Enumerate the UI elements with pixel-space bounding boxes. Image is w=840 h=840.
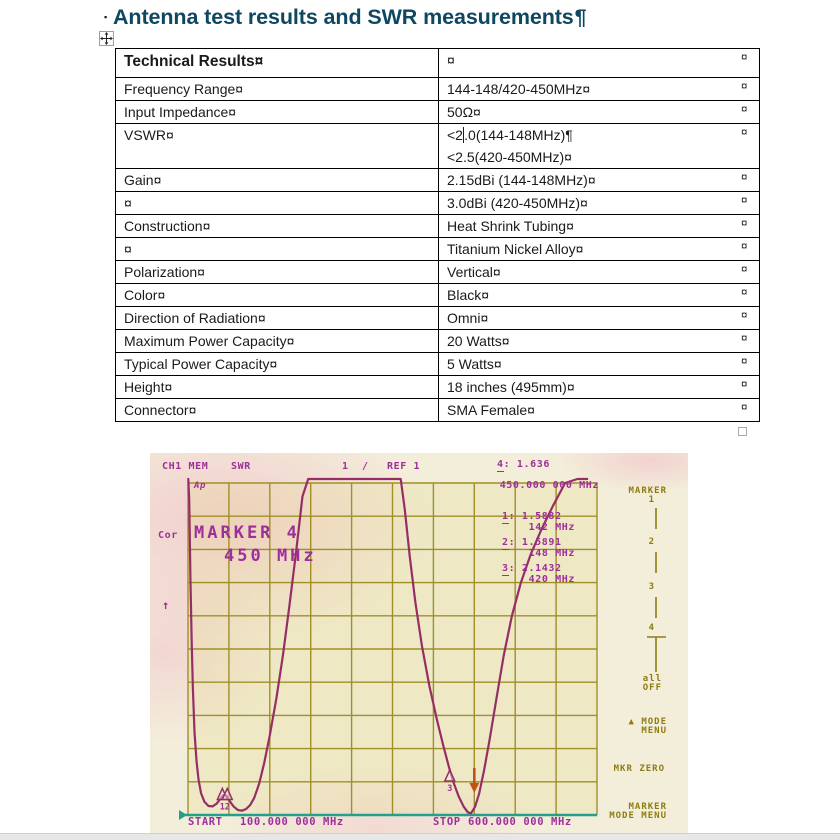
softkey-label: MODE MENU: [609, 811, 667, 821]
table-resize-handle[interactable]: [738, 427, 747, 436]
page-bottom-edge: [0, 833, 840, 840]
spec-label-cell[interactable]: Frequency Range¤: [116, 78, 439, 101]
softkey-label: MARKER: [628, 486, 667, 496]
softkey-label: 3: [648, 582, 655, 592]
svg-text:1: 1: [219, 802, 225, 813]
table-row: [116, 307, 760, 330]
underlined-marker-number: 4: [497, 459, 504, 470]
underlined-marker-number: 2: [502, 537, 509, 548]
spec-value-line: 20 Watts¤: [447, 333, 510, 349]
screen-annotation: SWR: [231, 461, 251, 472]
spec-value-cell[interactable]: [439, 49, 760, 78]
spec-value-cell[interactable]: [439, 215, 760, 238]
pilcrow-mark: ¶: [574, 5, 587, 29]
screen-annotation: Ap: [194, 481, 207, 491]
spec-value-line: <2.0(144-148MHz)¶: [447, 127, 573, 143]
text-cursor: [463, 127, 464, 143]
table-row: [116, 124, 760, 169]
spec-label-cell[interactable]: Direction of Radiation¤: [116, 307, 439, 330]
table-row: [116, 399, 760, 422]
spec-value-line: 144-148/420-450MHz¤: [447, 81, 591, 97]
screen-annotation: 1: 1.5882: [502, 511, 562, 522]
screen-annotation: 3: 2.1432: [502, 563, 562, 574]
table-row: [116, 353, 760, 376]
svg-text:2: 2: [224, 802, 230, 813]
end-of-row-mark: ¤: [741, 378, 748, 391]
spec-label-cell[interactable]: Polarization¤: [116, 261, 439, 284]
screen-annotation: 100.000 000 MHz: [240, 816, 344, 828]
softkey-label: all: [642, 674, 662, 684]
end-of-row-mark: ¤: [741, 103, 748, 116]
end-of-row-mark: ¤: [741, 355, 748, 368]
softkey-label: 4: [648, 623, 655, 633]
spec-value-cell[interactable]: [439, 192, 760, 215]
table-row: [116, 215, 760, 238]
spec-value-line: 18 inches (495mm)¤: [447, 379, 575, 395]
table-row: [116, 330, 760, 353]
spec-label-cell[interactable]: VSWR¤: [116, 124, 439, 169]
spec-label-cell[interactable]: Height¤: [116, 376, 439, 399]
spec-label-cell[interactable]: Technical Results¤: [116, 49, 439, 78]
screen-annotation: START: [188, 816, 223, 828]
spec-value-line: 50Ω¤: [447, 104, 481, 120]
page-title-text: Antenna test results and SWR measurements: [113, 5, 574, 29]
spec-value-cell[interactable]: [439, 124, 760, 169]
spec-label-cell[interactable]: Maximum Power Capacity¤: [116, 330, 439, 353]
spec-value-cell[interactable]: [439, 238, 760, 261]
spec-value-line: 3.0dBi (420-450MHz)¤: [447, 195, 588, 211]
spec-value-line: SMA Female¤: [447, 402, 535, 418]
spec-value-cell[interactable]: [439, 101, 760, 124]
screen-annotation: Cor: [158, 530, 178, 541]
screen-annotation: 450.000 000 MHz: [499, 480, 599, 491]
underlined-marker-number: 1: [502, 511, 509, 522]
softkey-label: MARKER: [628, 802, 667, 812]
screen-annotation: 420 MHz: [528, 574, 575, 585]
screen-annotation: 142 MHz: [528, 522, 575, 533]
screen-annotation: 1: [342, 461, 349, 472]
end-of-row-mark: ¤: [741, 171, 748, 184]
screen-annotation: 600.000 000 MHz: [468, 816, 572, 828]
screen-annotation: STOP: [433, 816, 461, 828]
table-row: [116, 261, 760, 284]
swr-chart: [150, 453, 688, 836]
screen-annotation: 4: 1.636: [497, 459, 550, 470]
outline-collapse-bullet[interactable]: ▪: [104, 12, 108, 22]
spec-label-cell[interactable]: Color¤: [116, 284, 439, 307]
softkey-label: MENU: [641, 726, 667, 736]
spec-value-line: Titanium Nickel Alloy¤: [447, 241, 584, 257]
softkey-label: OFF: [642, 683, 662, 693]
table-row: [116, 169, 760, 192]
screen-annotation: ↑: [162, 598, 170, 612]
end-of-row-mark: ¤: [741, 286, 748, 299]
table-header-row: [116, 49, 760, 78]
spec-value-cell[interactable]: [439, 169, 760, 192]
table-row: [116, 78, 760, 101]
end-of-row-mark: ¤: [741, 194, 748, 207]
spec-value-line: Omni¤: [447, 310, 489, 326]
spec-label-cell[interactable]: ¤: [116, 238, 439, 261]
spec-label-cell[interactable]: Construction¤: [116, 215, 439, 238]
swr-analyzer-photo[interactable]: [150, 453, 688, 836]
table-row: [116, 238, 760, 261]
end-of-row-mark: ¤: [741, 51, 748, 64]
spec-value-line: 5 Watts¤: [447, 356, 502, 372]
spec-label-cell[interactable]: ¤: [116, 192, 439, 215]
spec-label-cell[interactable]: Typical Power Capacity¤: [116, 353, 439, 376]
end-of-row-mark: ¤: [741, 309, 748, 322]
table-row: [116, 376, 760, 399]
table-move-handle[interactable]: [99, 31, 114, 46]
spec-value-line: 2.15dBi (144-148MHz)¤: [447, 172, 596, 188]
spec-value-cell[interactable]: [439, 353, 760, 376]
screen-annotation: 450 MHz: [224, 546, 317, 566]
screen-annotation: 2: 1.5891: [502, 537, 562, 548]
underlined-marker-number: 3: [502, 563, 509, 574]
spec-value-line: ¤: [447, 52, 455, 68]
screen-annotation: CH1 MEM: [162, 461, 209, 472]
end-of-row-mark: ¤: [741, 126, 748, 139]
spec-value-cell[interactable]: [439, 284, 760, 307]
spec-value-cell[interactable]: [439, 330, 760, 353]
end-of-row-mark: ¤: [741, 217, 748, 230]
spec-value-cell[interactable]: [439, 78, 760, 101]
screen-annotation: /: [362, 461, 369, 472]
spec-value-line: <2.5(420-450MHz)¤: [447, 149, 572, 165]
screen-annotation: MARKER 4: [194, 523, 300, 543]
spec-value-line: Heat Shrink Tubing¤: [447, 218, 574, 234]
move-arrows-icon: [100, 32, 113, 45]
svg-text:3: 3: [447, 784, 453, 795]
softkey-label: ▲ MODE: [628, 717, 667, 727]
spec-label-cell[interactable]: Connector¤: [116, 399, 439, 422]
end-of-row-mark: ¤: [741, 80, 748, 93]
end-of-row-mark: ¤: [741, 401, 748, 414]
screen-annotation: 148 MHz: [528, 548, 575, 559]
screen-annotation: REF 1: [387, 461, 421, 472]
end-of-row-mark: ¤: [741, 332, 748, 345]
technical-results-table[interactable]: [115, 48, 760, 422]
spec-value-cell[interactable]: [439, 307, 760, 330]
table-row: [116, 284, 760, 307]
spec-value-cell[interactable]: [439, 399, 760, 422]
softkey-label: 2: [648, 537, 655, 547]
spec-label-cell[interactable]: Input Impedance¤: [116, 101, 439, 124]
spec-value-line: Vertical¤: [447, 264, 501, 280]
softkey-label: MKR ZERO: [613, 764, 665, 774]
end-of-row-mark: ¤: [741, 263, 748, 276]
softkey-label: 1: [648, 495, 655, 505]
spec-value-cell[interactable]: [439, 376, 760, 399]
spec-label-cell[interactable]: Gain¤: [116, 169, 439, 192]
table-row: [116, 192, 760, 215]
spec-value-line: Black¤: [447, 287, 490, 303]
end-of-row-mark: ¤: [741, 240, 748, 253]
spec-value-cell[interactable]: [439, 261, 760, 284]
page-title[interactable]: [113, 5, 587, 30]
table-row: [116, 101, 760, 124]
